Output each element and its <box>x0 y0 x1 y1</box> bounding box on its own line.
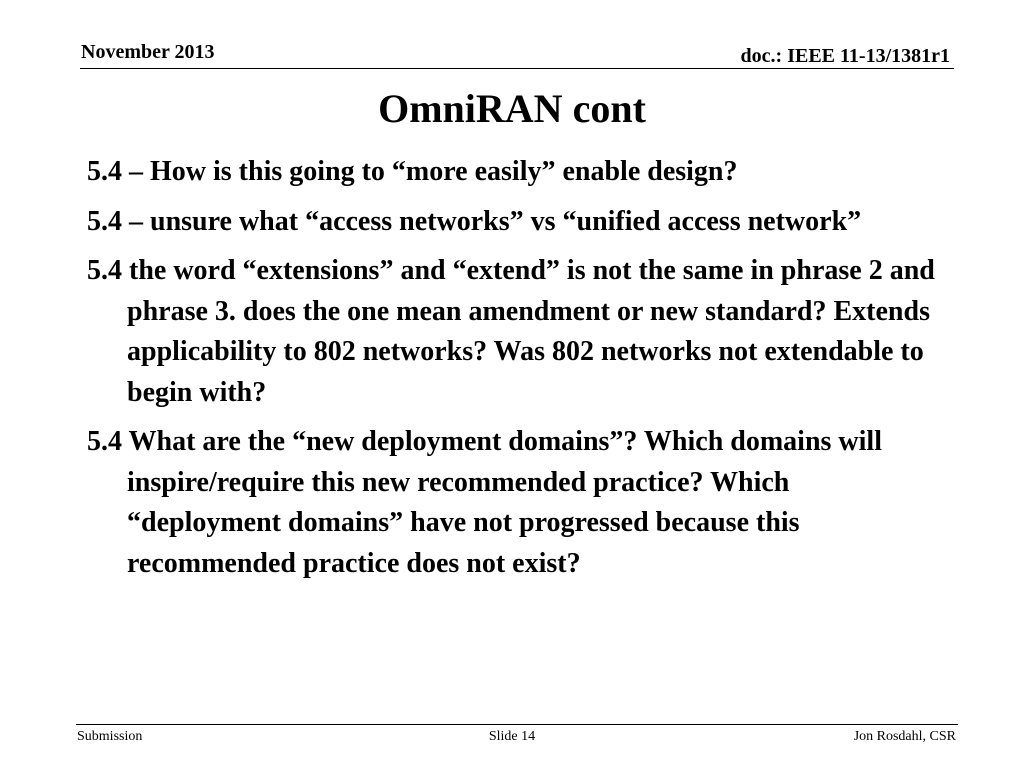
bullet-list <box>87 152 947 593</box>
footer-submission: Submission <box>77 729 143 744</box>
header-date: November 2013 <box>81 41 215 63</box>
bullet-item: 5.4 the word “extensions” and “extend” is not the same in phrase 2 and phrase 3. does the one mean amendment or new standard? Extends applicability to 802 networks? Was 802 networks not extendable to begin with? <box>87 255 935 408</box>
bullet-item: 5.4 What are the “new deployment domains”? Which domains will inspire/require this new recommended practice? Which “deployment domains” have not progressed because this recommended practice does not exist? <box>87 426 882 579</box>
footer-author: Jon Rosdahl, CSR <box>853 729 956 744</box>
slide-title: OmniRAN cont <box>378 86 646 131</box>
header-divider <box>80 68 954 69</box>
footer-divider <box>76 724 958 725</box>
header-doc-id: doc.: IEEE 11-13/1381r1 <box>740 45 950 67</box>
footer-slide-number: Slide 14 <box>488 729 536 744</box>
bullet-item: 5.4 – unsure what “access networks” vs “unified access network” <box>87 205 862 237</box>
bullet-item: 5.4 – How is this going to “more easily” enable design? <box>87 156 738 187</box>
